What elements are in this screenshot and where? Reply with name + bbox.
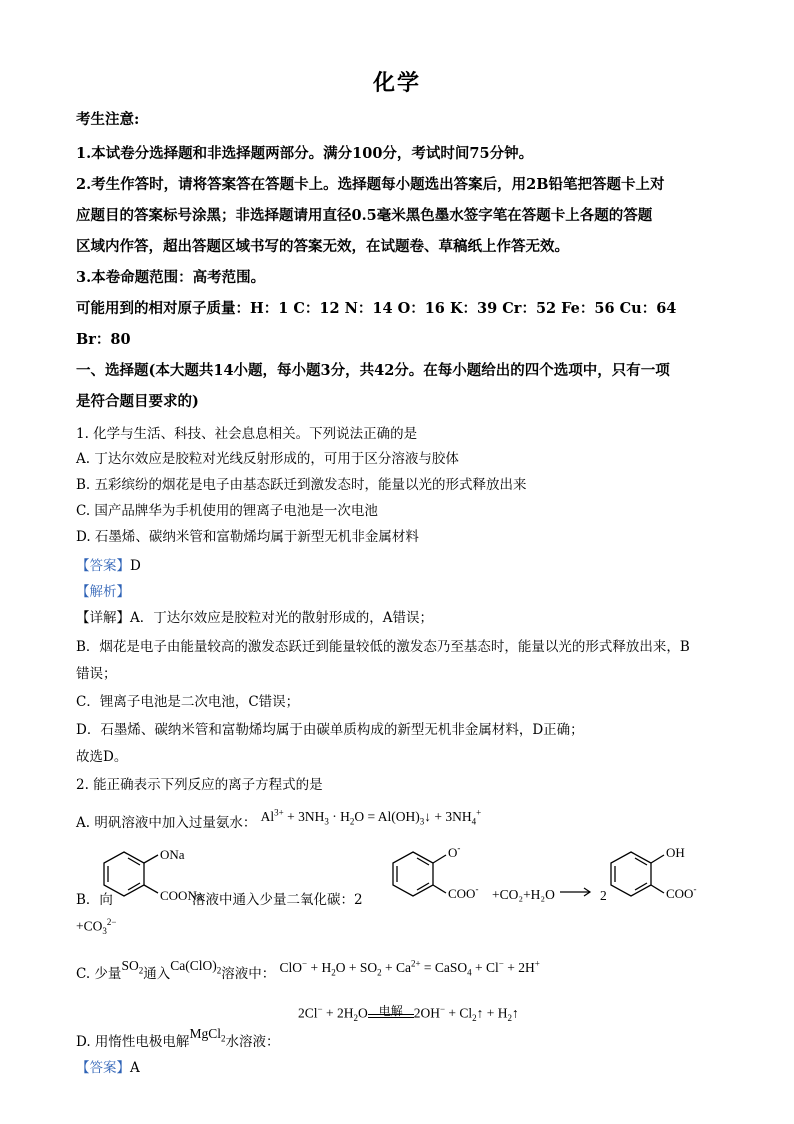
q2-b-prefix: B．向: [76, 892, 113, 908]
q1-detail-a: [76, 606, 433, 626]
atomic-masses-line-2: Br：80: [76, 331, 131, 348]
q1-detail-b-line-1: B．烟花是电子由能量较高的激发态跃迁到能量较低的激发态乃至基态时，能量以光的形式释放出来，B: [76, 639, 690, 655]
section-heading-line-2: 是符合题目要求的): [76, 393, 199, 410]
ona-label: ONa: [160, 847, 185, 862]
oh-label: OH: [666, 845, 685, 860]
q2-answer: [76, 1056, 140, 1076]
q2-b-mid: 溶液中通入少量二氧化碳：2: [192, 892, 363, 908]
so2-formula: $SO_2$: [121, 958, 144, 976]
q2-d-sol: 水溶液：: [225, 1034, 280, 1050]
q1-answer: [76, 554, 141, 574]
detail-tag: 【详解】: [76, 610, 130, 626]
q2-c-prefix: C. 少量: [76, 966, 122, 982]
coo-minus-label-2: COO-: [666, 884, 697, 901]
q2-a-prefix: A. 明矾溶液中加入过量氨水：: [76, 815, 257, 831]
page-title: 化学: [372, 70, 421, 96]
q2-option-b-structures: [76, 842, 716, 920]
q1-option-d: D. 石墨烯、碳纳米管和富勒烯均属于新型无机非金属材料: [76, 529, 419, 545]
q2-b-coef: 2: [600, 888, 607, 903]
q2-d-prefix: D. 用惰性电极电解: [76, 1034, 190, 1050]
q1-stem: 1. 化学与生活、科技、社会息息相关。下列说法正确的是: [76, 426, 418, 442]
answer-tag: 【答案】: [76, 558, 130, 574]
notice-item-1: 1.本试卷分选择题和非选择题两部分。满分100分，考试时间75分钟。: [76, 145, 534, 162]
q2-d-equation: $2Cl^- + 2H_2O$ 电解 $2OH^- + Cl_2↑$ + $H_2↑$: [298, 1003, 519, 1024]
notice-item-2-line-1: 2.考生作答时，请将答案答在答题卡上。选择题每小题选出答案后，用2B铅笔把答题卡上对: [76, 176, 665, 193]
notice-item-2-line-2: 应题目的答案标号涂黑；非选择题请用直径0.5毫米黑色墨水签字笔在答题卡上各题的答题: [76, 207, 653, 224]
q2-a-equation: $Al^{3+} + 3NH_3 \cdot H_2O$ = $Al(OH)_3↓ + 3NH_4^+$: [260, 807, 482, 827]
q1-detail-b-line-2: 错误；: [76, 666, 117, 682]
electrolysis-condition: 电解: [378, 1003, 403, 1018]
q2-c-equation: $ClO^- + H_2O + SO_2 + Ca^{2+}$ = CaSO$_4$ + Cl− + 2H+: [279, 958, 540, 978]
notice-item-2-line-3: 区域内作答，超出答题区域书写的答案无效，在试题卷、草稿纸上作答无效。: [76, 238, 569, 255]
mgcl2-formula: MgCl$_2$: [189, 1026, 226, 1044]
q2-option-a: [76, 807, 482, 833]
q2-b-plus: +CO₂+H₂O: [492, 887, 555, 902]
q2-c-sol: 溶液中：: [221, 966, 276, 982]
answer-value: A: [130, 1060, 140, 1076]
q1-option-a: A. 丁达尔效应是胶粒对光线反射形成的，可用于区分溶液与胶体: [76, 451, 459, 467]
q2-c-mid: 通入: [143, 966, 171, 982]
atomic-masses-line-1: 可能用到的相对原子质量：H：1 C：12 N：14 O：16 K：39 Cr：52 Fe：56 Cu：64: [76, 300, 677, 317]
q1-option-b: B. 五彩缤纷的烟花是电子由基态跃迁到激发态时，能量以光的形式释放出来: [76, 477, 527, 493]
q2-b-tail: $+CO_3^{2-}$: [76, 917, 117, 937]
benzene-ring-3: [611, 852, 664, 896]
q2-option-d: [76, 1026, 280, 1052]
benzene-ring-2: [393, 852, 446, 896]
coona-label: COONa: [160, 888, 203, 903]
q1-conclusion: 故选D。: [76, 749, 128, 765]
notice-heading: 考生注意:: [76, 111, 140, 128]
q2-option-c: [76, 958, 540, 984]
caclo2-formula: $Ca(ClO)_2$: [170, 958, 222, 976]
detail-a-text: A．丁达尔效应是胶粒对光的散射形成的，A错误；: [130, 610, 433, 626]
reaction-arrow: [560, 888, 590, 896]
o-minus-label: O-: [448, 843, 461, 860]
notice-item-3: 3.本卷命题范围：高考范围。: [76, 269, 266, 286]
q1-option-c: C. 国产品牌华为手机使用的锂离子电池是一次电池: [76, 503, 378, 519]
q2-stem: 2. 能正确表示下列反应的离子方程式的是: [76, 777, 323, 793]
coo-minus-label-1: COO-: [448, 884, 479, 901]
q1-analysis-tag: 【解析】: [76, 584, 130, 600]
section-heading-line-1: 一、选择题(本大题共14小题，每小题3分，共42分。在每小题给出的四个选项中，只有一项: [76, 362, 670, 379]
q1-detail-c: C．锂离子电池是二次电池，C错误；: [76, 694, 300, 710]
answer-tag: 【答案】: [76, 1060, 130, 1076]
answer-value: D: [130, 558, 141, 574]
q1-detail-d: D．石墨烯、碳纳米管和富勒烯均属于由碳单质构成的新型无机非金属材料，D正确；: [76, 722, 584, 738]
